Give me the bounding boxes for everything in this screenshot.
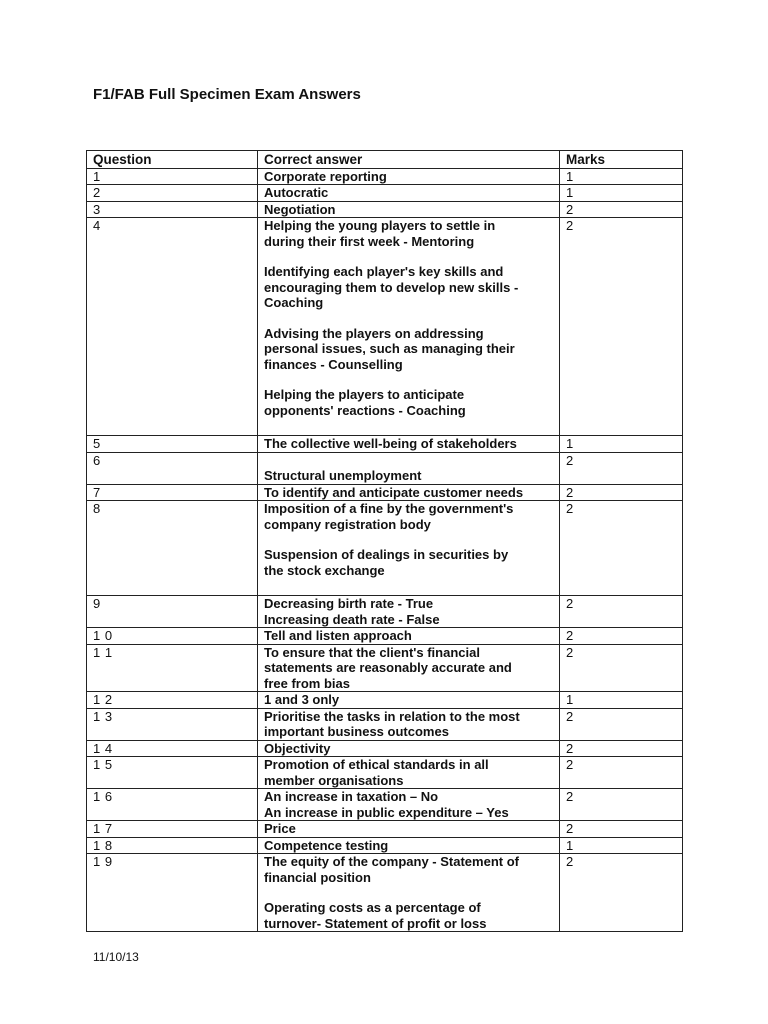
answer-text: Promotion of ethical standards in all member organisations xyxy=(264,757,489,788)
table-row xyxy=(87,740,683,757)
table-row xyxy=(87,692,683,709)
answer-text: Operating costs as a percentage of turnover- Statement of profit or loss xyxy=(264,900,487,931)
answer-text: Price xyxy=(264,821,296,836)
question-number: 1 8 xyxy=(87,837,258,854)
question-number: 9 xyxy=(87,596,258,628)
question-number: 6 xyxy=(87,452,258,484)
table-row xyxy=(87,789,683,821)
answer-text: Helping the players to anticipate opponents' reactions - Coaching xyxy=(264,387,466,418)
correct-answer xyxy=(258,821,560,838)
answer-text: Competence testing xyxy=(264,837,389,853)
table-row xyxy=(87,821,683,838)
column-header-marks: Marks xyxy=(560,151,683,169)
question-number: 1 9 xyxy=(87,854,258,932)
correct-answer xyxy=(258,854,560,932)
table-row xyxy=(87,484,683,501)
table-row xyxy=(87,644,683,692)
table-row xyxy=(87,757,683,789)
answers-body xyxy=(87,168,683,932)
question-number: 1 3 xyxy=(87,708,258,740)
marks-value: 2 xyxy=(560,201,683,218)
answer-text: Imposition of a fine by the government's company registration body xyxy=(264,501,514,532)
question-number: 8 xyxy=(87,501,258,596)
table-row xyxy=(87,708,683,740)
marks-value: 2 xyxy=(560,854,683,932)
table-row xyxy=(87,596,683,628)
correct-answer xyxy=(258,692,560,709)
marks-value: 1 xyxy=(560,837,683,854)
answer-text: The equity of the company - Statement of financial position xyxy=(264,854,519,885)
correct-answer xyxy=(258,484,560,501)
question-number: 3 xyxy=(87,201,258,218)
question-number: 1 2 xyxy=(87,692,258,709)
correct-answer xyxy=(258,501,560,596)
correct-answer xyxy=(258,185,560,202)
marks-value: 2 xyxy=(560,757,683,789)
answers-table xyxy=(86,150,683,932)
marks-value: 2 xyxy=(560,484,683,501)
correct-answer xyxy=(258,708,560,740)
answer-text: Prioritise the tasks in relation to the most important business outcomes xyxy=(264,708,520,739)
question-number: 1 xyxy=(87,168,258,185)
table-row xyxy=(87,185,683,202)
marks-value: 1 xyxy=(560,168,683,185)
table-row xyxy=(87,436,683,453)
page-title: F1/FAB Full Specimen Exam Answers xyxy=(93,86,361,103)
marks-value: 2 xyxy=(560,644,683,692)
marks-value: 2 xyxy=(560,708,683,740)
answer-text: 1 and 3 only xyxy=(264,692,340,707)
question-number: 5 xyxy=(87,436,258,453)
question-number: 1 6 xyxy=(87,789,258,821)
question-number: 2 xyxy=(87,185,258,202)
answer-text: To identify and anticipate customer needs xyxy=(264,484,524,500)
table-row xyxy=(87,452,683,484)
marks-value: 1 xyxy=(560,436,683,453)
marks-value: 2 xyxy=(560,789,683,821)
question-number: 1 5 xyxy=(87,757,258,789)
correct-answer xyxy=(258,218,560,436)
correct-answer xyxy=(258,436,560,453)
correct-answer xyxy=(258,596,560,628)
question-number: 1 1 xyxy=(87,644,258,692)
answer-text: Decreasing birth rate - True Increasing death rate - False xyxy=(264,596,440,627)
question-number: 4 xyxy=(87,218,258,436)
answer-text: Negotiation xyxy=(264,201,336,217)
footer-date: 11/10/13 xyxy=(93,950,139,964)
answer-text: Helping the young players to settle in during their first week - Mentoring xyxy=(264,218,496,249)
marks-value: 1 xyxy=(560,185,683,202)
marks-value: 2 xyxy=(560,218,683,436)
answer-text: Identifying each player's key skills and encouraging them to develop new skills - Coaching xyxy=(264,264,519,310)
marks-value: 2 xyxy=(560,821,683,838)
header-row xyxy=(87,151,683,169)
question-number: 7 xyxy=(87,484,258,501)
table-row xyxy=(87,501,683,596)
correct-answer xyxy=(258,644,560,692)
answer-text: Advising the players on addressing personal issues, such as managing their finances - Counselling xyxy=(264,325,515,372)
marks-value: 2 xyxy=(560,452,683,484)
table-row xyxy=(87,628,683,645)
answer-text: Corporate reporting xyxy=(264,168,387,184)
answer-text: Objectivity xyxy=(264,740,331,756)
answer-text: Suspension of dealings in securities by the stock exchange xyxy=(264,547,509,578)
correct-answer xyxy=(258,740,560,757)
marks-value: 2 xyxy=(560,501,683,596)
column-header-question: Question xyxy=(87,151,258,169)
answer-text: To ensure that the client's financial statements are reasonably accurate and free from bias xyxy=(264,644,512,691)
question-number: 1 7 xyxy=(87,821,258,838)
table-row xyxy=(87,218,683,436)
answer-text: Autocratic xyxy=(264,185,329,200)
correct-answer xyxy=(258,789,560,821)
answer-text: An increase in taxation – No An increase in public expenditure – Yes xyxy=(264,789,509,820)
correct-answer xyxy=(258,757,560,789)
table-row xyxy=(87,837,683,854)
correct-answer xyxy=(258,168,560,185)
marks-value: 2 xyxy=(560,596,683,628)
question-number: 1 0 xyxy=(87,628,258,645)
marks-value: 2 xyxy=(560,740,683,757)
marks-value: 1 xyxy=(560,692,683,709)
table-row xyxy=(87,201,683,218)
marks-value: 2 xyxy=(560,628,683,645)
column-header-correct-answer: Correct answer xyxy=(258,151,560,169)
answer-text: Structural unemployment xyxy=(264,468,422,483)
answer-text: Tell and listen approach xyxy=(264,628,412,643)
correct-answer xyxy=(258,201,560,218)
table-row xyxy=(87,168,683,185)
question-number: 1 4 xyxy=(87,740,258,757)
correct-answer xyxy=(258,837,560,854)
answer-text: The collective well-being of stakeholders xyxy=(264,436,517,451)
correct-answer xyxy=(258,628,560,645)
correct-answer xyxy=(258,452,560,484)
table-row xyxy=(87,854,683,932)
